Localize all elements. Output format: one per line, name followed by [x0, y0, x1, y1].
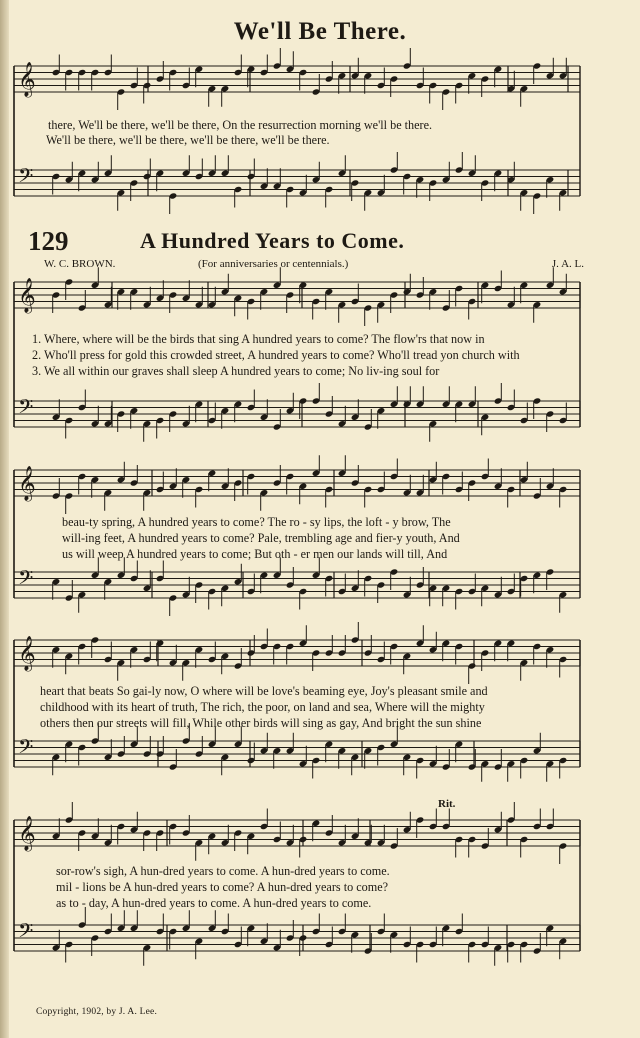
verse-line: heart that beats So gai-ly now, O where will be love's beaming eye, Joy's pleasant smile and [40, 684, 488, 698]
verse-line: as to - day, A hun-dred years to come. A hun-dred years to come. [56, 896, 372, 910]
prev-hymn-lyric-line: there, We'll be there, we'll be there, On the resurrection morning we'll be there. [48, 118, 433, 132]
bass-clef: 𝄢 [18, 919, 34, 947]
verse-line: 2. Who'll press for gold this crowded street, A hundred years to come? Who'll tread yon church with [32, 348, 520, 362]
ritardando-mark: Rit. [438, 798, 456, 810]
copyright-notice: Copyright, 1902, by J. A. Lee. [36, 1007, 158, 1017]
treble-clef: 𝄞 [18, 278, 36, 313]
bass-clef: 𝄢 [18, 164, 34, 192]
verse-line: 1. Where, where will be the birds that sing A hundred years to come? The flow'rs that now in [32, 332, 485, 346]
treble-clef: 𝄞 [18, 816, 36, 851]
treble-clef: 𝄞 [18, 466, 36, 501]
verse-line: others then our streets will fill, While other birds will sing as gay, And bright the sun shine [40, 716, 482, 730]
verse-line: sor-row's sigh, A hun-dred years to come. A hun-dred years to come. [56, 864, 390, 878]
treble-clef: 𝄞 [18, 636, 36, 671]
treble-clef: 𝄞 [18, 62, 36, 97]
verse-line: us will weep A hundred years to come; But oth - er men our lands will till, And [62, 547, 448, 561]
composer-credit: W. C. BROWN. [44, 258, 116, 270]
hymn-subtitle: (For anniversaries or centennials.) [198, 258, 349, 270]
verse-line: 3. We all within our graves shall sleep A hundred years to come; No liv-ing soul for [32, 364, 440, 378]
verse-line: mil - lions be A hun-dred years to come? A hun-dred years to come? [56, 880, 389, 894]
verse-line: childhood with its heart of truth, The rich, the poor, on land and sea, Where will the mighty [40, 700, 485, 714]
prev-hymn-title: We'll Be There. [233, 18, 407, 45]
hymn-title: A Hundred Years to Come. [140, 228, 405, 253]
bass-clef: 𝄢 [18, 566, 34, 594]
author-credit: J. A. L. [551, 258, 584, 270]
bass-clef: 𝄢 [18, 395, 34, 423]
bass-clef: 𝄢 [18, 735, 34, 763]
verse-line: will-ing feet, A hundred years to come? Pale, trembling age and fier-y youth, And [62, 531, 460, 545]
prev-hymn-lyric-line: We'll be there, we'll be there, we'll be there, we'll be there. [46, 133, 330, 147]
hymn-number: 129 [28, 226, 69, 256]
verse-line: beau-ty spring, A hundred years to come? The ro - sy lips, the loft - y brow, The [62, 515, 451, 529]
